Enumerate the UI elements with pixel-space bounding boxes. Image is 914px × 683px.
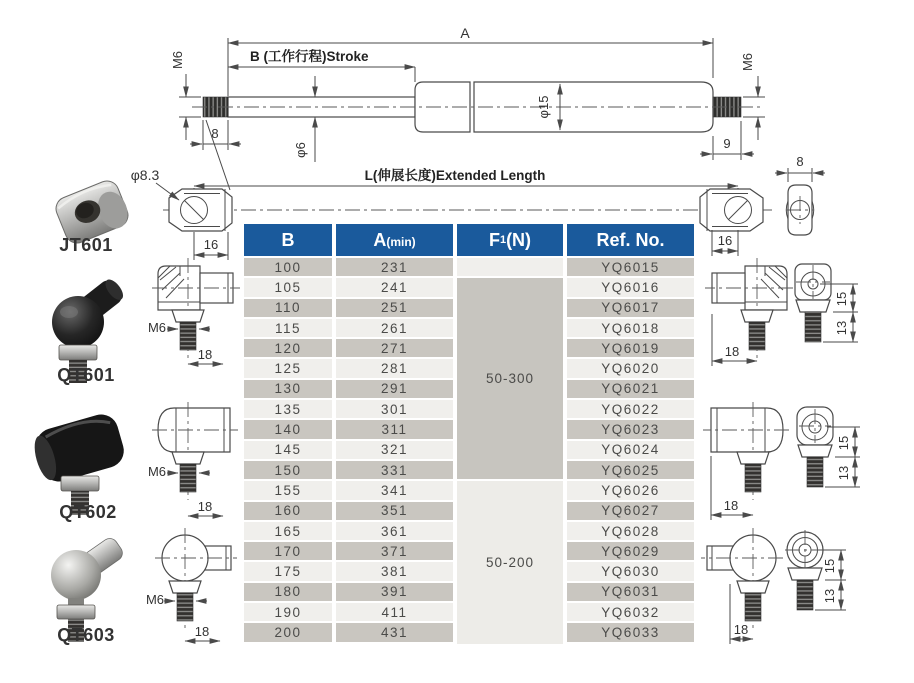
b-cell: 165 bbox=[244, 522, 332, 542]
f1-group-50-300: 50-300 bbox=[457, 278, 563, 481]
ref-cell: YQ6016 bbox=[567, 278, 694, 298]
table-body bbox=[244, 258, 694, 644]
ref-cell: YQ6023 bbox=[567, 420, 694, 440]
qt602-15: 15 bbox=[836, 435, 851, 451]
b-cell: 175 bbox=[244, 562, 332, 582]
ref-cell: YQ6020 bbox=[567, 359, 694, 379]
ref-cell: YQ6019 bbox=[567, 339, 694, 359]
b-cell: 115 bbox=[244, 319, 332, 339]
a-cell: 291 bbox=[336, 380, 453, 400]
qt601-18: 18 bbox=[197, 347, 213, 362]
a-cell: 231 bbox=[336, 258, 453, 278]
qt603-18: 18 bbox=[194, 624, 210, 639]
column-b bbox=[244, 258, 332, 644]
ref-cell: YQ6033 bbox=[567, 623, 694, 643]
a-cell: 261 bbox=[336, 319, 453, 339]
dim-16-right: 16 bbox=[717, 233, 733, 248]
column-ref-no bbox=[567, 258, 694, 644]
a-cell: 351 bbox=[336, 502, 453, 522]
b-cell: 125 bbox=[244, 359, 332, 379]
ref-cell: YQ6030 bbox=[567, 562, 694, 582]
qt603-18-right: 18 bbox=[733, 622, 749, 637]
b-cell: 130 bbox=[244, 380, 332, 400]
b-cell: 170 bbox=[244, 542, 332, 562]
qt602-18-right: 18 bbox=[723, 498, 739, 513]
dim-m6-left: M6 bbox=[170, 50, 185, 70]
a-cell: 281 bbox=[336, 359, 453, 379]
header-a-min: A (min) bbox=[336, 224, 453, 256]
left-eyelet bbox=[169, 189, 232, 231]
qt601-side-view bbox=[152, 258, 240, 358]
spec-table bbox=[244, 224, 694, 644]
qt601-15: 15 bbox=[834, 291, 849, 307]
qt602-photo bbox=[29, 410, 128, 515]
ref-cell: YQ6022 bbox=[567, 400, 694, 420]
qt603-m6: M6 bbox=[145, 592, 165, 607]
qt601-13: 13 bbox=[834, 320, 849, 336]
column-f1n bbox=[457, 258, 563, 644]
product-photos bbox=[29, 177, 133, 645]
dim-9-right: 9 bbox=[723, 136, 731, 151]
a-cell: 251 bbox=[336, 299, 453, 319]
b-cell: 200 bbox=[244, 623, 332, 643]
qt603-label: QT603 bbox=[57, 625, 115, 645]
f1-empty-cell bbox=[457, 258, 563, 278]
ref-cell: YQ6026 bbox=[567, 481, 694, 501]
ref-cell: YQ6018 bbox=[567, 319, 694, 339]
dim-phi6: φ6 bbox=[293, 142, 308, 158]
ref-cell: YQ6032 bbox=[567, 603, 694, 623]
qt602-front-view bbox=[797, 407, 833, 487]
qt602-m6: M6 bbox=[147, 464, 167, 479]
b-cell: 140 bbox=[244, 420, 332, 440]
ref-cell: YQ6028 bbox=[567, 522, 694, 542]
b-cell: 145 bbox=[244, 441, 332, 461]
column-a-min bbox=[336, 258, 453, 644]
a-cell: 391 bbox=[336, 583, 453, 603]
dim-phi15: φ15 bbox=[536, 95, 551, 119]
a-cell: 241 bbox=[336, 278, 453, 298]
ref-cell: YQ6029 bbox=[567, 542, 694, 562]
b-cell: 105 bbox=[244, 278, 332, 298]
b-cell: 150 bbox=[244, 461, 332, 481]
gas-spring-drawing bbox=[170, 25, 765, 162]
b-cell: 160 bbox=[244, 502, 332, 522]
dim-b-stroke-label: B (工作行程)Stroke bbox=[250, 49, 369, 64]
qt602-18: 18 bbox=[197, 499, 213, 514]
a-cell: 271 bbox=[336, 339, 453, 359]
qt603-15: 15 bbox=[822, 558, 837, 574]
b-cell: 180 bbox=[244, 583, 332, 603]
b-cell: 135 bbox=[244, 400, 332, 420]
qt603-13: 13 bbox=[822, 588, 837, 604]
ref-cell: YQ6031 bbox=[567, 583, 694, 603]
qt601-18-right: 18 bbox=[724, 344, 740, 359]
qt602-label: QT602 bbox=[59, 502, 117, 522]
qt603-side-view bbox=[155, 528, 237, 628]
ref-cell: YQ6021 bbox=[567, 380, 694, 400]
f1-group-50-200: 50-200 bbox=[457, 481, 563, 643]
header-f1n: F 1 (N) bbox=[457, 224, 563, 256]
header-b: B bbox=[244, 224, 332, 256]
ref-cell: YQ6027 bbox=[567, 502, 694, 522]
a-cell: 411 bbox=[336, 603, 453, 623]
qt601-front-view bbox=[795, 264, 831, 342]
table-header-row bbox=[244, 224, 694, 256]
b-cell: 110 bbox=[244, 299, 332, 319]
a-cell: 301 bbox=[336, 400, 453, 420]
qt602-side-view-mirror bbox=[703, 402, 789, 500]
qt602-13: 13 bbox=[836, 465, 851, 481]
jt601-label: JT601 bbox=[59, 235, 113, 255]
dim-8-side: 8 bbox=[796, 154, 804, 169]
a-cell: 331 bbox=[336, 461, 453, 481]
dim-phi83: φ8.3 bbox=[130, 167, 160, 183]
ref-cell: YQ6017 bbox=[567, 299, 694, 319]
dim-m6-right: M6 bbox=[740, 52, 755, 72]
qt603-front-view bbox=[785, 530, 825, 610]
qt601-label: QT601 bbox=[57, 365, 115, 385]
a-cell: 361 bbox=[336, 522, 453, 542]
right-fitting-drawings bbox=[701, 258, 860, 644]
b-cell: 120 bbox=[244, 339, 332, 359]
a-cell: 371 bbox=[336, 542, 453, 562]
dim-l-extended-label: L(伸展长度)Extended Length bbox=[364, 168, 546, 183]
qt602-side-view bbox=[152, 402, 238, 500]
a-cell: 341 bbox=[336, 481, 453, 501]
dim-16-left: 16 bbox=[203, 237, 219, 252]
b-cell: 100 bbox=[244, 258, 332, 278]
header-ref-no: Ref. No. bbox=[567, 224, 694, 256]
ref-cell: YQ6024 bbox=[567, 441, 694, 461]
a-cell: 321 bbox=[336, 441, 453, 461]
qt603-side-view-mirror bbox=[701, 528, 783, 628]
ref-cell: YQ6025 bbox=[567, 461, 694, 481]
right-eyelet bbox=[700, 189, 763, 231]
qt601-m6: M6 bbox=[147, 320, 167, 335]
b-cell: 190 bbox=[244, 603, 332, 623]
b-cell: 155 bbox=[244, 481, 332, 501]
a-cell: 311 bbox=[336, 420, 453, 440]
a-cell: 431 bbox=[336, 623, 453, 643]
qt601-side-view-mirror bbox=[705, 258, 793, 358]
eyelet-side-view bbox=[786, 185, 814, 235]
left-fitting-drawings bbox=[146, 258, 240, 641]
a-cell: 381 bbox=[336, 562, 453, 582]
dim-a-label: A bbox=[460, 25, 470, 41]
ref-cell: YQ6015 bbox=[567, 258, 694, 278]
dim-8-left: 8 bbox=[211, 126, 219, 141]
